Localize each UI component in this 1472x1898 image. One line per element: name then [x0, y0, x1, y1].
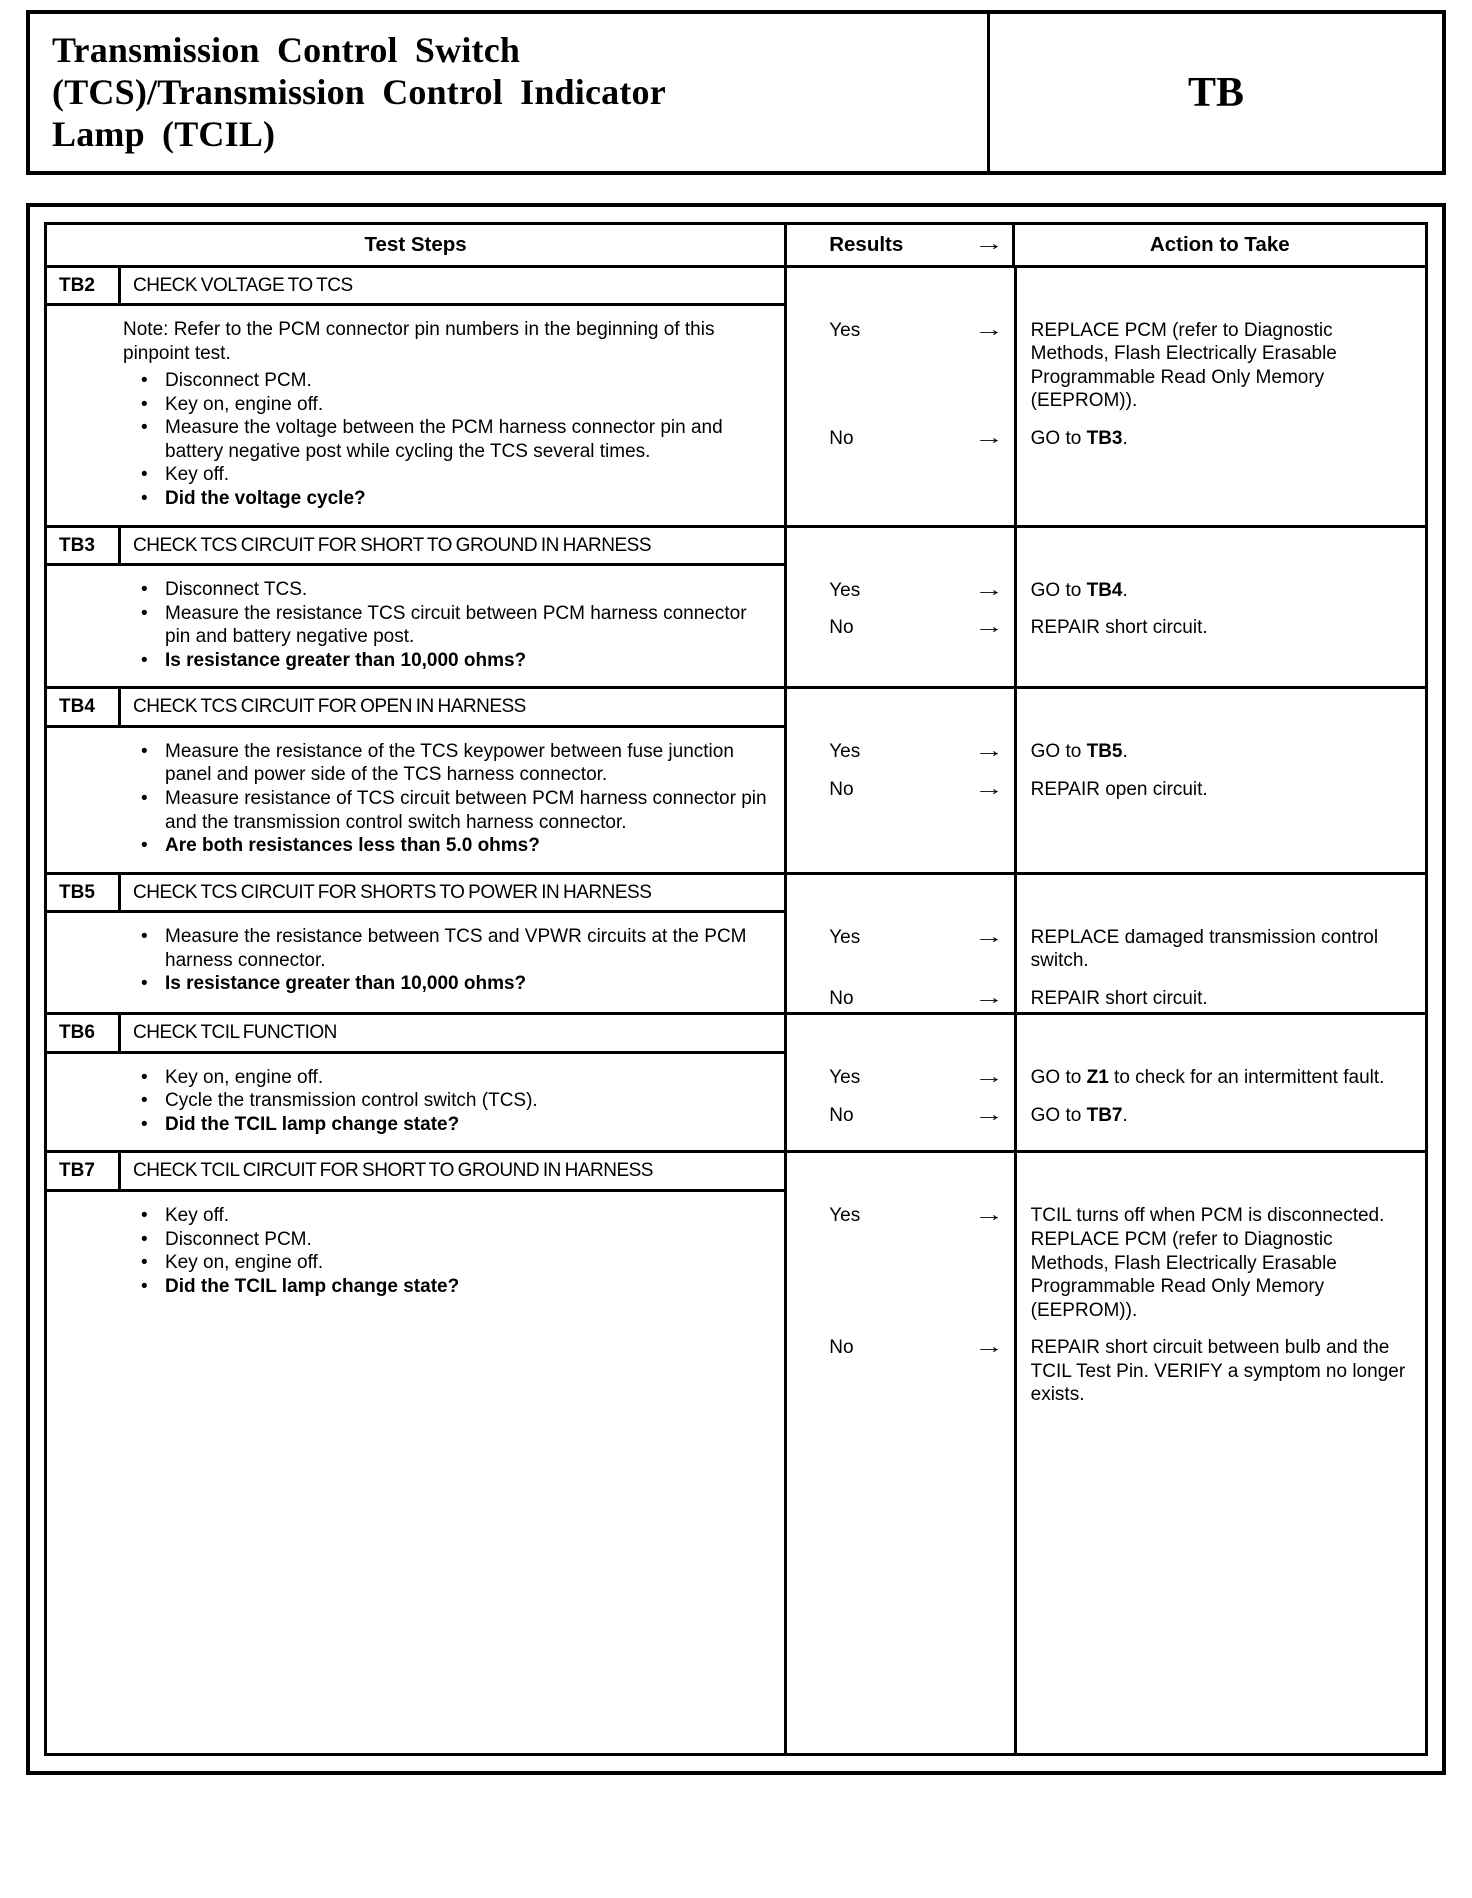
- action-text: Z1: [1086, 1067, 1109, 1089]
- test-section: [47, 1015, 1425, 1153]
- results-action-area: [784, 875, 1425, 1013]
- action-cell: [1014, 427, 1425, 453]
- test-section: [47, 1153, 1425, 1753]
- action-text: TB4: [1086, 579, 1123, 601]
- column-header-action: Action to Take: [1012, 225, 1425, 264]
- step-title-row: [47, 268, 784, 307]
- step-bullet: [123, 740, 768, 787]
- step-instructions: [47, 566, 784, 686]
- step-bullet: [123, 463, 768, 487]
- results-action-area: [784, 1153, 1425, 1753]
- result-cell: [787, 1336, 1013, 1409]
- test-steps-cell: [47, 1153, 784, 1753]
- column-header-test-steps: Test Steps: [364, 233, 467, 257]
- bullet-icon: •: [141, 973, 148, 995]
- arrow-icon: →: [973, 233, 1004, 256]
- results-action-area: [784, 689, 1425, 871]
- bullet-text: Key off.: [165, 1204, 230, 1226]
- column-header-results: [784, 225, 1011, 264]
- result-cell: [787, 1204, 1013, 1324]
- step-bullet: [123, 393, 768, 417]
- test-section: [47, 268, 1425, 528]
- bullet-icon: •: [141, 740, 148, 762]
- test-steps-cell: [47, 268, 784, 525]
- step-id: TB3: [47, 528, 121, 564]
- action-text: GO to: [1030, 579, 1087, 601]
- step-title-row: [47, 1015, 784, 1054]
- step-title: CHECK TCIL CIRCUIT FOR SHORT TO GROUND IN HARNESS: [133, 1160, 653, 1182]
- bullet-text: Key on, engine off.: [165, 1066, 324, 1088]
- table-header-row: [47, 225, 1425, 267]
- action-text: TCIL turns off when PCM is disconnected. REPLACE PCM (refer to Diagnostic Methods, Flash Electrically Erasable Programmable Read Only Memory (EEPROM)).: [1030, 1205, 1385, 1321]
- step-bullet: [123, 416, 768, 463]
- action-text: .: [1122, 579, 1128, 601]
- step-instructions: [47, 913, 784, 1010]
- action-cell: [1014, 926, 1425, 975]
- step-title-row: [47, 528, 784, 567]
- test-steps-cell: [47, 1015, 784, 1150]
- bullet-icon: •: [141, 1275, 148, 1297]
- test-section: [47, 689, 1425, 874]
- action-cell: [1014, 1204, 1425, 1324]
- action-text: REPAIR short circuit between bulb and the TCIL Test Pin. VERIFY a symptom no longer exists.: [1030, 1337, 1406, 1406]
- bullet-text: Measure the voltage between the PCM harness connector pin and battery negative post while cycling the TCS several times.: [165, 417, 723, 462]
- results-action-area: [784, 1015, 1425, 1150]
- result-cell: [787, 616, 1013, 642]
- arrow-icon: →: [973, 1103, 1004, 1126]
- step-title: CHECK TCIL FUNCTION: [133, 1022, 337, 1044]
- step-bullet: [123, 1066, 768, 1090]
- action-cell: [1014, 319, 1425, 415]
- bullet-text: Cycle the transmission control switch (TCS).: [165, 1090, 538, 1112]
- bullet-text: Are both resistances less than 5.0 ohms?: [165, 835, 540, 857]
- result-cell: [787, 319, 1013, 415]
- bullet-icon: •: [141, 1066, 148, 1088]
- step-bullet: [123, 602, 768, 649]
- action-text: REPAIR open circuit.: [1030, 778, 1208, 800]
- result-cell: [787, 740, 1013, 766]
- action-cell: [1014, 778, 1425, 804]
- arrow-icon: →: [973, 1336, 1004, 1359]
- result-label: Yes: [829, 1067, 861, 1089]
- results-grid: [787, 1015, 1425, 1129]
- step-instructions: [47, 1054, 784, 1151]
- action-text: .: [1122, 741, 1128, 763]
- bullet-icon: •: [141, 787, 148, 809]
- document-header: [26, 10, 1446, 175]
- step-title: CHECK TCS CIRCUIT FOR SHORT TO GROUND IN HARNESS: [133, 534, 652, 556]
- step-bullet: [123, 1251, 768, 1275]
- bullet-icon: •: [141, 579, 148, 601]
- results-grid: [787, 875, 1425, 1013]
- table-frame: [26, 203, 1446, 1775]
- bullet-text: Disconnect TCS.: [165, 579, 308, 601]
- action-cell: [1014, 1336, 1425, 1409]
- column-divider: [1014, 1015, 1017, 1150]
- arrow-icon: →: [973, 578, 1004, 601]
- action-text: TB7: [1086, 1104, 1123, 1126]
- result-cell: [787, 778, 1013, 804]
- step-bullet: [123, 1113, 768, 1137]
- bullet-text: Measure the resistance of the TCS keypower between fuse junction panel and power side of the TCS harness connector.: [165, 740, 734, 786]
- bullet-icon: •: [141, 393, 148, 415]
- step-bullet: [123, 972, 768, 996]
- bullet-icon: •: [141, 649, 148, 671]
- bullet-icon: •: [141, 1204, 148, 1226]
- test-steps-cell: [47, 875, 784, 1013]
- action-text: GO to: [1030, 741, 1087, 763]
- results-grid: [787, 528, 1425, 642]
- step-bullet: [123, 1228, 768, 1252]
- bullet-text: Is resistance greater than 10,000 ohms?: [165, 649, 527, 671]
- action-cell: [1014, 1104, 1425, 1130]
- action-text: GO to: [1030, 1067, 1087, 1089]
- result-cell: [787, 579, 1013, 605]
- action-cell: [1014, 579, 1425, 605]
- result-label: Yes: [829, 579, 861, 601]
- result-label: No: [829, 427, 854, 449]
- test-section: [47, 875, 1425, 1016]
- bullet-icon: •: [141, 1228, 148, 1250]
- action-text: GO to: [1030, 427, 1087, 449]
- bullet-icon: •: [141, 926, 148, 948]
- bullet-text: Measure the resistance between TCS and VPWR circuits at the PCM harness connector.: [165, 926, 747, 971]
- action-text: TB5: [1086, 741, 1123, 763]
- arrow-icon: →: [973, 426, 1004, 449]
- arrow-icon: →: [973, 1066, 1004, 1089]
- step-bullet: [123, 834, 768, 858]
- column-header-results-label: Results: [829, 233, 904, 257]
- action-text: REPLACE PCM (refer to Diagnostic Methods, Flash Electrically Erasable Programmable Read Only Memory (EEPROM)).: [1030, 319, 1337, 412]
- pinpoint-test-table: [44, 222, 1428, 1756]
- bullet-text: Measure the resistance TCS circuit between PCM harness connector pin and battery negative post.: [165, 602, 747, 648]
- result-label: Yes: [829, 1205, 861, 1227]
- result-cell: [787, 1104, 1013, 1130]
- results-action-area: [784, 268, 1425, 525]
- arrow-icon: →: [973, 318, 1004, 341]
- arrow-icon: →: [973, 777, 1004, 800]
- results-grid: [787, 268, 1425, 453]
- step-title-row: [47, 875, 784, 914]
- step-bullet: [123, 1089, 768, 1113]
- result-cell: [787, 987, 1013, 1013]
- step-title-row: [47, 1153, 784, 1192]
- action-cell: [1014, 616, 1425, 642]
- step-id: TB4: [47, 689, 121, 725]
- step-bullet: [123, 925, 768, 972]
- bullet-text: Is resistance greater than 10,000 ohms?: [165, 973, 527, 995]
- bullet-text: Key on, engine off.: [165, 1252, 324, 1274]
- test-steps-cell: [47, 689, 784, 871]
- arrow-icon: →: [973, 925, 1004, 948]
- arrow-icon: →: [973, 986, 1004, 1009]
- step-title: CHECK TCS CIRCUIT FOR OPEN IN HARNESS: [133, 696, 526, 718]
- document-title: [30, 14, 990, 171]
- step-instructions: [47, 306, 784, 524]
- table-sections: [47, 268, 1425, 1754]
- action-text: REPAIR short circuit.: [1030, 987, 1208, 1009]
- bullet-icon: •: [141, 464, 148, 486]
- step-bullet: [123, 578, 768, 602]
- document-title-line: Lamp (TCIL): [52, 113, 276, 154]
- bullet-text: Key on, engine off.: [165, 393, 324, 415]
- test-section: [47, 528, 1425, 690]
- step-bullet: [123, 1275, 768, 1299]
- action-cell: [1014, 740, 1425, 766]
- column-divider: [1014, 528, 1017, 687]
- result-cell: [787, 1066, 1013, 1092]
- bullet-text: Disconnect PCM.: [165, 370, 312, 392]
- result-label: No: [829, 1337, 854, 1359]
- pinpoint-test-code: TB: [1187, 69, 1245, 116]
- action-text: .: [1122, 1104, 1128, 1126]
- bullet-text: Did the TCIL lamp change state?: [165, 1275, 460, 1297]
- result-label: Yes: [829, 319, 861, 341]
- bullet-icon: •: [141, 488, 148, 510]
- action-text: GO to: [1030, 1104, 1087, 1126]
- step-title: CHECK VOLTAGE TO TCS: [133, 274, 353, 296]
- result-label: No: [829, 987, 854, 1009]
- column-divider: [1014, 268, 1017, 525]
- step-instructions: [47, 1192, 784, 1312]
- result-label: No: [829, 778, 854, 800]
- step-bullet: [123, 487, 768, 511]
- action-text: to check for an intermittent fault.: [1108, 1067, 1385, 1089]
- step-id: TB2: [47, 268, 121, 304]
- action-text: REPLACE damaged transmission control switch.: [1030, 926, 1379, 972]
- action-cell: [1014, 1066, 1425, 1092]
- result-label: Yes: [829, 926, 861, 948]
- step-id: TB5: [47, 875, 121, 911]
- action-text: REPAIR short circuit.: [1030, 617, 1208, 639]
- arrow-icon: →: [973, 740, 1004, 763]
- column-divider: [1014, 1153, 1017, 1753]
- bullet-icon: •: [141, 602, 148, 624]
- document-title-line: Transmission Control Switch: [52, 30, 521, 70]
- arrow-icon: →: [973, 616, 1004, 639]
- action-text: TB3: [1086, 427, 1123, 449]
- step-note: Note: Refer to the PCM connector pin numbers in the beginning of this pinpoint test.: [123, 319, 715, 364]
- bullet-text: Key off.: [165, 464, 230, 486]
- step-bullet: [123, 369, 768, 393]
- test-steps-cell: [47, 528, 784, 687]
- bullet-icon: •: [141, 1113, 148, 1135]
- column-divider: [1014, 875, 1017, 1013]
- bullet-icon: •: [141, 370, 148, 392]
- result-cell: [787, 926, 1013, 975]
- document-title-line: (TCS)/Transmission Control Indicator: [52, 71, 666, 112]
- result-label: No: [829, 1104, 854, 1126]
- column-divider: [1014, 689, 1017, 871]
- result-label: No: [829, 617, 854, 639]
- bullet-text: Measure resistance of TCS circuit between PCM harness connector pin and the transmission control switch harness connector.: [165, 787, 767, 833]
- bullet-text: Did the TCIL lamp change state?: [165, 1113, 460, 1135]
- action-cell: [1014, 987, 1425, 1013]
- step-id: TB7: [47, 1153, 121, 1189]
- step-instructions: [47, 728, 784, 872]
- bullet-icon: •: [141, 835, 148, 857]
- results-grid: [787, 1153, 1425, 1408]
- arrow-icon: →: [973, 1204, 1004, 1227]
- results-action-area: [784, 528, 1425, 687]
- step-title: CHECK TCS CIRCUIT FOR SHORTS TO POWER IN HARNESS: [133, 881, 652, 903]
- bullet-text: Did the voltage cycle?: [165, 488, 366, 510]
- step-title-row: [47, 689, 784, 728]
- step-bullet: [123, 787, 768, 834]
- step-id: TB6: [47, 1015, 121, 1051]
- result-label: Yes: [829, 741, 861, 763]
- step-bullet: [123, 649, 768, 673]
- step-bullet: [123, 1204, 768, 1228]
- result-cell: [787, 427, 1013, 453]
- bullet-icon: •: [141, 417, 148, 439]
- action-text: .: [1122, 427, 1128, 449]
- bullet-icon: •: [141, 1090, 148, 1112]
- results-grid: [787, 689, 1425, 803]
- bullet-text: Disconnect PCM.: [165, 1228, 312, 1250]
- bullet-icon: •: [141, 1252, 148, 1274]
